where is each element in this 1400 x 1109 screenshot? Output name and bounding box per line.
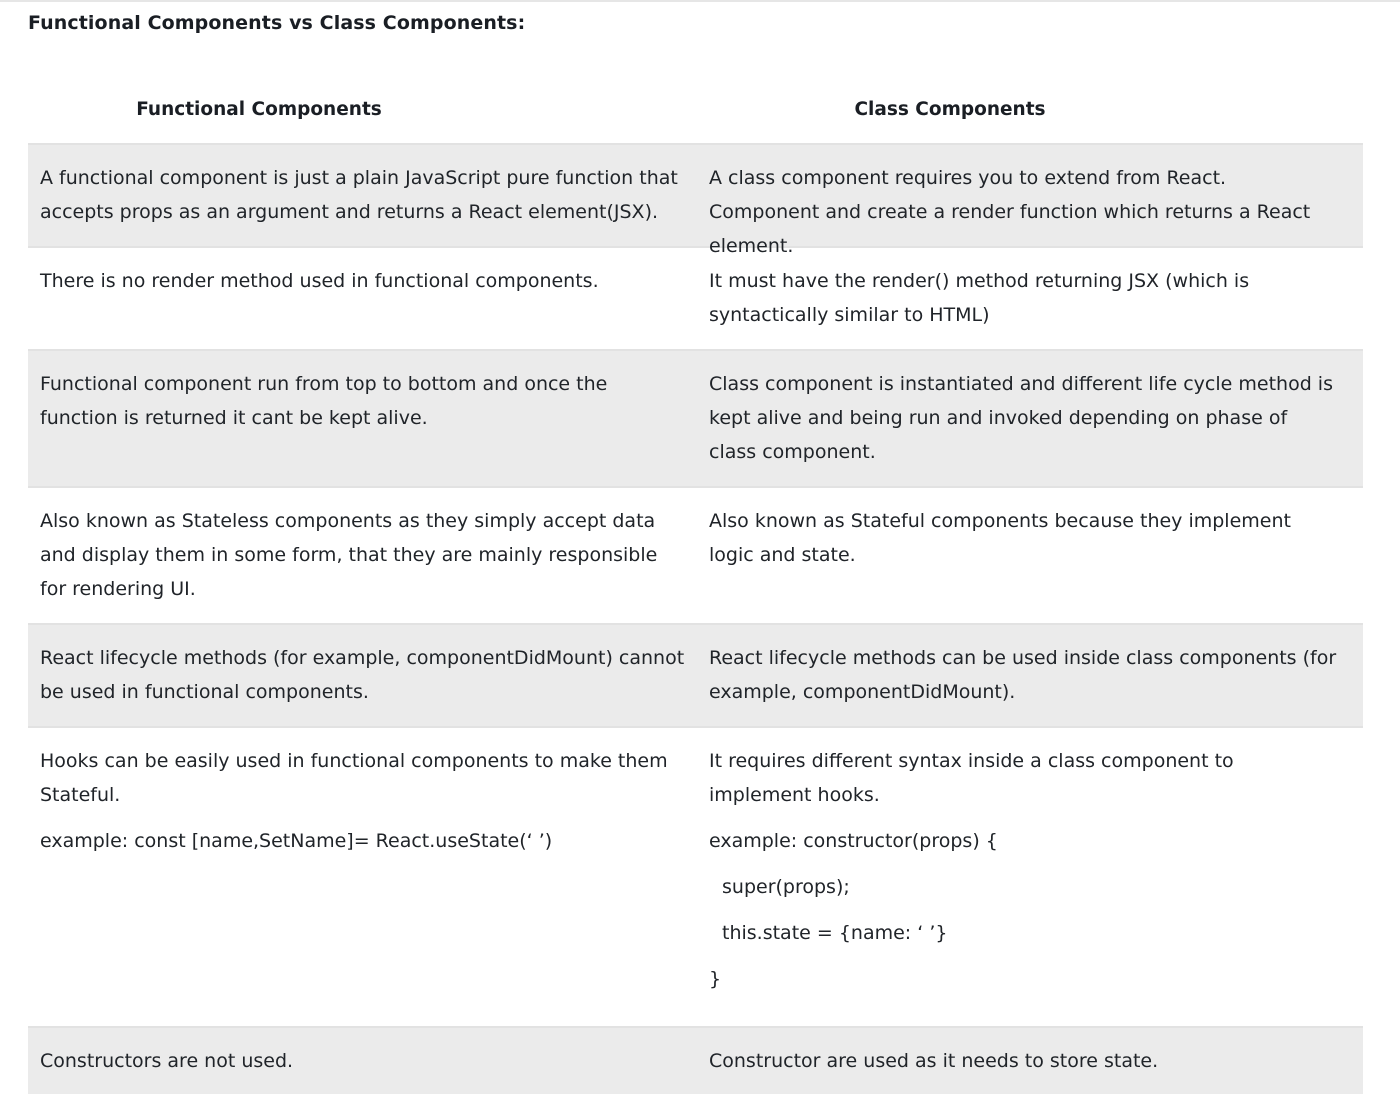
table-row: [28, 143, 1363, 257]
code-line: this.state = {name: ‘ ’}: [722, 922, 948, 944]
header-functional-components: Functional Components: [136, 98, 382, 120]
table-row: [28, 349, 1363, 486]
functional-cell: [28, 145, 697, 246]
table-row: [28, 486, 1363, 623]
table-row: [28, 726, 1363, 1026]
cell-text: Functional component run from top to bottom and once the function is returned it cant be kept alive.: [40, 373, 608, 429]
cell-text: React lifecycle methods (for example, componentDidMount) cannot be used in functional components.: [40, 647, 685, 703]
cell-text: React lifecycle methods can be used inside class components (for example, componentDidMount).: [709, 647, 1337, 703]
cell-text: Also known as Stateful components because they implement logic and state.: [709, 510, 1291, 566]
cell-text: Also known as Stateless components as they simply accept data and display them in some form, that they are mainly responsible for rendering UI.: [40, 510, 658, 600]
functional-cell: [28, 1028, 697, 1094]
class-cell: [697, 1028, 1363, 1094]
code-line: }: [709, 968, 722, 990]
cell-text: A class component requires you to extend from React. Component and create a render function which returns a React element.: [709, 167, 1311, 257]
cell-text: A functional component is just a plain JavaScript pure function that accepts props as an argument and returns a React element(JSX).: [40, 167, 678, 223]
class-cell: [697, 248, 1363, 349]
table-header-row: [28, 75, 1363, 143]
page-title: Functional Components vs Class Components:: [28, 12, 526, 34]
table-row: [28, 623, 1363, 726]
class-cell: [697, 728, 1363, 1026]
functional-cell: [28, 351, 697, 486]
class-cell: [697, 145, 1363, 257]
header-class-components: Class Components: [854, 98, 1046, 120]
cell-text: Constructor are used as it needs to store state.: [709, 1050, 1159, 1072]
functional-cell: [28, 625, 697, 726]
cell-text: It must have the render() method returning JSX (which is syntactically similar to HTML): [709, 270, 1250, 326]
class-cell: [697, 625, 1363, 726]
class-cell: [697, 488, 1363, 623]
cell-text: Hooks can be easily used in functional components to make them Stateful.: [40, 750, 668, 806]
table-row: [28, 1026, 1363, 1094]
functional-cell: [28, 248, 697, 349]
cell-text: Constructors are not used.: [40, 1050, 294, 1072]
code-example: example: const [name,SetName]= React.useState(‘ ’): [40, 830, 553, 852]
cell-text: It requires different syntax inside a class component to implement hooks.: [709, 750, 1234, 806]
top-divider: [0, 0, 1400, 2]
functional-cell: [28, 728, 697, 1026]
comparison-table: [28, 75, 1363, 1094]
cell-text: Class component is instantiated and different life cycle method is kept alive and being run and invoked depending on phase of class component.: [709, 373, 1333, 463]
cell-text: There is no render method used in functional components.: [40, 270, 599, 292]
class-cell: [697, 351, 1363, 486]
table-row: [28, 246, 1363, 349]
code-line: super(props);: [722, 876, 850, 898]
code-example: example: constructor(props) {: [709, 830, 998, 852]
functional-cell: [28, 488, 697, 623]
